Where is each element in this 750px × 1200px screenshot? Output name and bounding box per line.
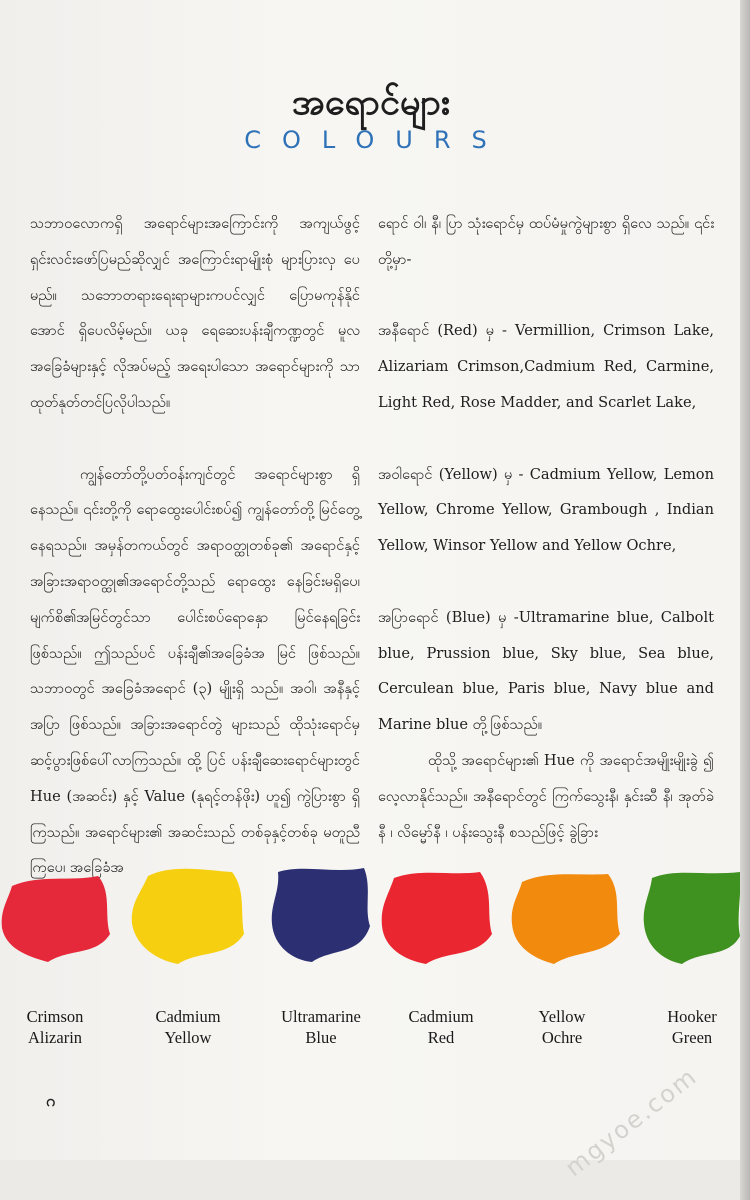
swatch-blob [272, 868, 370, 962]
intro-paragraph: သဘာဝလောကရှိ အရောင်များအကြောင်းကို အကျယ်ဖွင့် ရှင်းလင်းဖော်ပြမည်ဆိုလျှင် အကြောင်းရာမျိုးစုံ များပြားလှ ပေမည်။ သဘောတရားရေးရာများကပင်လျှင် ပြောမကုန်နိုင် အောင် ရှိပေလိမ့်မည်။ ယခု ရေဆေးပန်းချီကဏ္ဍတွင် မူလ အခြေခံများနှင့် လိုအပ်မည့် အရေးပါသော အရောင်များကို သာ ထုတ်နုတ်တင်ပြလိုပါသည်။ [30, 215, 360, 411]
swatch-yellow-ochre [508, 868, 624, 968]
yellow-list-paragraph: အဝါရောင် (Yellow) မှ - Cadmium Yellow, Lemon Yellow, Chrome Yellow, Grambough , Indian Yellow, Winsor Yellow and Yellow Ochre, [378, 465, 714, 555]
swatch-label: Cadmium Yellow [155, 1007, 221, 1047]
page-title-myanmar: အရောင်များ [291, 82, 451, 123]
swatch-ultramarine-blue [268, 864, 374, 968]
swatch-label: Crimson Alizarin [26, 1007, 84, 1047]
swatch-label: Yellow Ochre [538, 1007, 586, 1047]
page-edge-shadow [740, 0, 750, 1200]
swatch-hooker-green [640, 868, 742, 968]
right-text-column [378, 206, 714, 850]
swatch-label: Cadmium Red [408, 1007, 474, 1047]
swatch-blob [2, 876, 110, 962]
swatch-blob [382, 872, 492, 964]
continuation-paragraph: ရောင် ဝါ၊ နီ၊ ပြာ သုံးရောင်မှ ထပ်မံမှုကွဲများစွာ ရှိလေ သည်။ ၎င်းတို့မှာ- [378, 215, 714, 268]
swatch-label: Hooker Green [667, 1007, 717, 1047]
page-title-english: COLOURS [244, 126, 508, 154]
swatch-blob [132, 869, 244, 964]
color-swatch-row [0, 860, 742, 970]
swatch-crimson-alizarin [0, 872, 114, 966]
swatch-cadmium-yellow [128, 864, 248, 968]
swatch-cadmium-red [378, 868, 496, 968]
red-list-paragraph: အနီရောင် (Red) မှ - Vermillion, Crimson Lake, Alizariam Crimson,Cadmium Red, Carmine, Light Red, Rose Madder, and Scarlet Lake, [378, 322, 714, 411]
left-text-column [30, 206, 360, 886]
swatch-label: Ultramarine Blue [281, 1007, 361, 1047]
swatch-blob [644, 872, 741, 964]
blue-list-paragraph: အပြာရောင် (Blue) မှ -Ultramarine blue, Calbolt blue, Prussion blue, Sky blue, Sea blue, Cerculean blue, Paris blue, Navy blue and Marine blue တို့ဖြစ်သည်။ [378, 608, 714, 734]
swatch-blob [512, 874, 620, 964]
primary-colors-paragraph: ကျွန်တော်တို့ပတ်ဝန်းကျင်တွင် အရောင်များစွာ ရှိ နေသည်။ ၎င်းတို့ကို ရောထွေးပေါင်းစပ်၍ ကျွန်တော်တို့ မြင်တွေ့နေရသည်။ အမှန်တကယ်တွင် အရာဝတ္ထုတစ်ခု၏ အရောင်နှင့် အခြားအရာဝတ္ထု၏အရောင်တို့သည် ရောထွေး နေခြင်းမရှိပေ၊ မျက်စိ၏အမြင်တွင်သာ ပေါင်းစပ်ရောနှော မြင်နေရခြင်း ဖြစ်သည်။ ဤသည်ပင် ပန်းချီ၏အခြေခံအ မြင် ဖြစ်သည်။ သဘာဝတွင် အခြေခံအရောင် (၃) မျိုးရှိ သည်။ အဝါ၊ အနီနှင့် အပြာ ဖြစ်သည်။ အခြားအရောင်တွဲ များသည် ထိုသုံးရောင်မှဆင့်ပွားဖြစ်ပေါ်လာကြသည်။ ထို့ ပြင် ပန်းချီဆေးရောင်များတွင် Hue (အဆင်း) နှင့် Value (နုရင့်တန်ဖိုး) ဟူ၍ ကွဲပြားစွာ ရှိကြသည်။ အရောင်များ၏ အဆင်းသည် တစ်ခုနှင့်တစ်ခု မတူညီကြပေ၊ အခြေခံအ [30, 465, 360, 877]
hue-paragraph: ထိုသို့ အရောင်များ၏ Hue ကို အရောင်အမျိုးမျိုးခွဲ ၍ လေ့လာနိုင်သည်။ အနီရောင်တွင် ကြက်သွေးနီ၊ နှင်းဆီ နီ၊ အုတ်ခဲနီ ၊ လိမ္မော်နီ ၊ ပန်းသွေးနီ စသည်ဖြင့် ခွဲခြား [378, 751, 714, 841]
watermark: mgyoe.com [560, 1062, 703, 1183]
page-number: ဂ [46, 1091, 56, 1110]
swatch-label-row [0, 1006, 742, 1066]
